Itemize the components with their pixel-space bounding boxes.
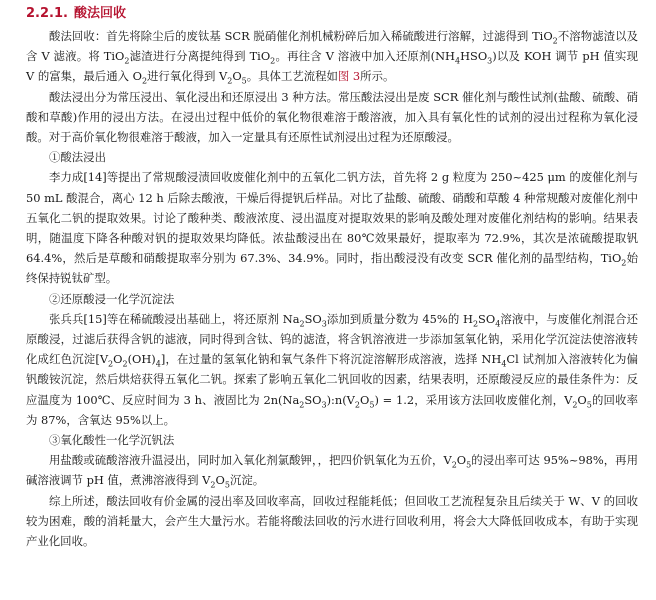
paragraph-method-1: 李力成[14]等提出了常规酸浸渍回收废催化剂中的五氧化二钒方法，首先将 2 g 粒度为 250~425 μm 的废催化剂与 50 mL 酸混合，离心 12 h 后除去酸液，干燥后得提钒后样品。对比了盐酸、硫酸、硝酸和草酸 4 种常规酸对废催化剂中五氧化二钒的提取效果。讨论了酸种类、酸液浓度、浸出温度对提取效果的影响及酸处理对废催化剂结构的影响。结果表明，随温度下降各种酸对钒的提取效果均降低。浓盐酸浸出在 80℃效果最好，提取率为 72.9%，其次是浓硫酸提取钒 64.4%，然后是草酸和硝酸提取率分别为 67.3%、34.9%。同时，指出酸浸没有改变 SCR 催化剂的晶型结构，TiO$_2$始终保持锐钛矿型。 — [26, 170, 638, 286]
method-1-heading: ①酸法浸出 — [49, 150, 106, 165]
section-heading — [26, 4, 638, 24]
method-2-heading: ②还原酸浸一化学沉淀法 — [49, 291, 175, 306]
paragraph-method-3: 用盐酸或硫酸溶液升温浸出，同时加入氧化剂氯酸钾，，把四价钒氧化为五价，$V_2O_5$的浸出率可达 95%~98%，再用碱溶液调节 pH 值，煮沸溶液得到 $V_2O_5$沉淀。 — [26, 453, 638, 490]
method-3-heading: ③氧化酸性一化学沉钒法 — [49, 433, 175, 448]
paragraph-method-2: 张兵兵[15]等在稀硫酸浸出基础上，将还原剂 $Na_2SO_3$添加到质量分数为 45%的 $H_2SO_4$溶液中，与废催化剂混合还原酸浸，过滤后获得含钒的滤液，同时得到含钛、钨的滤渣，将含钒溶液进一步添加氢氧化钠，采用化学沉淀法使溶液转化成红色沉淀$[V_2O_2(OH)_4]$，在过量的氢氧化钠和氧气条件下将沉淀溶解形成溶液，选择 $NH_4Cl$ 试剂加入溶液转化为偏钒酸铵沉淀，然后烘焙获得五氧化二钒。探索了影响五氧化二钒回收的因素，结果表明，还原酸浸反应的最佳条件为：反应温度为 100℃、反应时间为 3 h、液固比为 $2n(Na_2SO_3):n(V_2O_5) = 1.2$，采用该方法回收废催化剂，$V_2O_5$的回收率为 87%，含氧达 95%以上。 — [26, 311, 639, 427]
section-title: 酸法回收 — [73, 6, 126, 21]
paragraph-leaching-methods: 酸法浸出分为常压浸出、氧化浸出和还原浸出 3 种方法。常压酸法浸出是废 SCR 催化剂与酸性试剂(盐酸、硫酸、硝酸和草酸)作用的浸出方法。在浸出过程中低价的氧化物很难溶于酸溶液，加入具有氧化性的试剂的浸出过程称为氧化浸酸。对于高价氧化物很难溶于酸液，加入一定量具有还原性试剂浸出过程为还原酸浸。 — [26, 89, 638, 145]
paragraph-acid-recovery-intro: 酸法回收：首先将除尘后的废钛基 SCR 脱硝催化剂机械粉碎后加入稀硫酸进行溶解，过滤得到 TiO$_2$不溶物滤渣以及含 V 滤液。将 TiO$_2$滤渣进行分离提纯得到 TiO$_2$。再往含 V 溶液中加入还原剂$(NH_4HSO_3)$以及 KOH 调节 pH 值实现 V 的富集，最后通入 $O_2$进行氧化得到 $V_2O_5$。具体工艺流程如图 3所示。 — [26, 29, 639, 86]
paragraph-summary: 综上所述，酸法回收有价金属的浸出率及回收率高，回收过程能耗低；但回收工艺流程复杂且后续关于 W、V 的回收较为困难，酸的消耗量大，会产生大量污水。若能将酸法回收的污水进行回收利用，将会大大降低回收成本，有助于实现产业化回收。 — [26, 493, 638, 549]
figure-3-link[interactable]: 图 3 — [337, 69, 361, 84]
section-number: 2.2.1. — [26, 6, 68, 21]
